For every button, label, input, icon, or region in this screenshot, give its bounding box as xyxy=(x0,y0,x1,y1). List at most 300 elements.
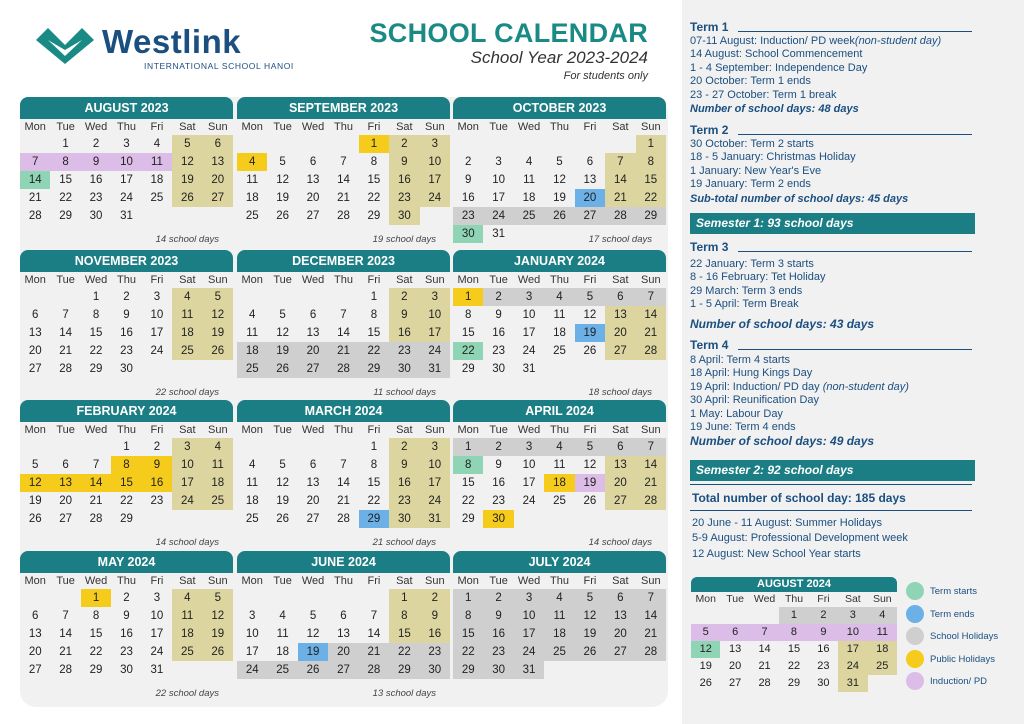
day-cell: 28 xyxy=(59,664,73,676)
day-cell: 27 xyxy=(328,661,358,679)
day-cell: 27 xyxy=(605,643,635,661)
day-cell: 4 xyxy=(279,610,286,622)
weekday-row xyxy=(20,272,233,288)
legend-swatch-icon xyxy=(906,650,924,668)
day-cell: 21 xyxy=(89,495,103,507)
day-cell: 18 xyxy=(150,174,164,186)
legend-item xyxy=(906,582,1024,605)
day-cell: 19 xyxy=(28,495,42,507)
school-days-count: 11 school days xyxy=(373,387,436,398)
school-days-count: 14 school days xyxy=(155,234,219,245)
day-cell: 28 xyxy=(605,207,635,225)
day-cell: 20 xyxy=(729,660,742,672)
day-cell: 8 xyxy=(92,610,100,622)
weekday-label: Thu xyxy=(334,424,353,436)
weekday-label: Wed xyxy=(84,121,108,133)
month-title: SEPTEMBER 2023 xyxy=(237,97,450,119)
months-panel xyxy=(20,97,668,707)
day-cell: 15 xyxy=(461,327,475,339)
day-cell: 28 xyxy=(359,661,389,679)
month-calendar xyxy=(237,97,450,247)
day-cell: 17 xyxy=(150,628,164,640)
weekday-label: Mon xyxy=(24,575,46,587)
weekday-row xyxy=(20,119,233,135)
weekday-label: Wed xyxy=(301,575,325,587)
day-cell: 29 xyxy=(453,661,483,679)
day-cell: 2 xyxy=(153,441,161,453)
term2-total: Sub-total number of school days: 45 days xyxy=(690,192,909,205)
weekday-label: Thu xyxy=(334,121,353,133)
day-cell: 9 xyxy=(389,306,419,324)
day-cell: 6 xyxy=(309,309,317,321)
weekday-row xyxy=(237,119,450,135)
day-cell: 4 xyxy=(544,589,574,607)
weekday-row xyxy=(237,573,450,589)
empty-cell xyxy=(20,589,50,607)
weekday-label: Fri xyxy=(583,575,597,587)
day-cell: 28 xyxy=(328,360,358,378)
day-cell: 10 xyxy=(420,456,450,474)
day-cell: 14 xyxy=(337,327,350,339)
day-cell: 28 xyxy=(758,677,771,689)
day-cell: 28 xyxy=(636,643,666,661)
weekday-label: Sun xyxy=(207,575,228,587)
weekday-label: Mon xyxy=(241,575,263,587)
holiday-event: 20 June - 11 August: Summer Holidays xyxy=(692,517,882,529)
empty-cell xyxy=(267,135,297,153)
day-cell: 21 xyxy=(59,345,73,357)
day-cell: 23 xyxy=(389,492,419,510)
day-cell: 14 xyxy=(636,607,666,625)
day-cell: 16 xyxy=(389,474,419,492)
day-cell: 27 xyxy=(729,677,742,689)
day-cell: 11 xyxy=(172,306,202,324)
weekday-label: Wed xyxy=(84,575,108,587)
day-cell: 5 xyxy=(203,589,233,607)
day-cell: 18 xyxy=(172,324,202,342)
empty-cell xyxy=(20,438,50,456)
day-cell: 6 xyxy=(309,156,317,168)
day-cell: 22 xyxy=(453,643,483,661)
day-cell: 30 xyxy=(389,360,419,378)
day-cell: 16 xyxy=(483,625,513,643)
term4-event: 18 April: Hung Kings Day xyxy=(690,367,813,380)
day-cell: 16 xyxy=(389,324,419,342)
empty-cell xyxy=(328,438,358,456)
day-cell: 15 xyxy=(461,477,475,489)
day-cell: 25 xyxy=(553,495,566,507)
day-cell: 15 xyxy=(389,625,419,643)
day-cell: 30 xyxy=(492,363,506,375)
weekday-label: Thu xyxy=(550,274,569,286)
day-cell: 23 xyxy=(120,646,133,658)
day-cell: 30 xyxy=(483,510,513,528)
day-cell: 13 xyxy=(28,327,42,339)
day-cell: 3 xyxy=(838,607,867,624)
calendar-heading xyxy=(369,18,648,84)
month-calendar xyxy=(20,400,233,550)
day-cell: 4 xyxy=(525,156,533,168)
day-cell: 27 xyxy=(59,513,73,525)
weekday-label: Sun xyxy=(640,424,661,436)
day-cell: 7 xyxy=(62,309,69,321)
day-cell: 12 xyxy=(172,153,202,171)
day-cell: 6 xyxy=(605,589,635,607)
day-cell: 14 xyxy=(337,477,350,489)
day-cell: 8 xyxy=(92,309,100,321)
day-cell: 16 xyxy=(420,625,450,643)
weekday-label: Thu xyxy=(117,575,136,587)
day-cell: 20 xyxy=(605,625,635,643)
empty-cell xyxy=(298,589,328,607)
day-cell: 30 xyxy=(89,210,103,222)
day-cell: 28 xyxy=(337,210,350,222)
day-cell: 5 xyxy=(575,438,605,456)
day-cell: 5 xyxy=(32,459,39,471)
day-cell: 18 xyxy=(245,192,259,204)
day-cell: 25 xyxy=(237,360,267,378)
day-cell: 10 xyxy=(522,459,536,471)
day-cell: 22 xyxy=(120,495,133,507)
weekday-label: Wed xyxy=(301,424,325,436)
weekday-label: Fri xyxy=(583,424,597,436)
day-cell: 29 xyxy=(89,363,103,375)
day-cell: 28 xyxy=(28,210,42,222)
day-cell: 13 xyxy=(306,174,320,186)
day-cell: 2 xyxy=(465,156,472,168)
day-cell: 21 xyxy=(337,192,350,204)
weekday-label: Sat xyxy=(179,575,196,587)
day-cell: 13 xyxy=(605,456,635,474)
empty-cell xyxy=(50,288,80,306)
day-cell: 2 xyxy=(483,288,513,306)
day-cell: 12 xyxy=(553,174,566,186)
weekday-label: Tue xyxy=(56,424,75,436)
day-cell: 12 xyxy=(20,474,50,492)
day-grid xyxy=(453,288,666,378)
day-cell: 29 xyxy=(461,513,475,525)
empty-cell xyxy=(298,135,328,153)
term2-event: 19 January: Term 2 ends xyxy=(690,178,811,191)
day-cell: 18 xyxy=(276,646,290,658)
day-cell: 8 xyxy=(370,156,378,168)
day-cell: 26 xyxy=(699,677,712,689)
day-cell: 5 xyxy=(279,459,286,471)
day-cell: 8 xyxy=(370,309,378,321)
day-cell: 22 xyxy=(453,342,483,360)
day-cell: 5 xyxy=(279,156,286,168)
day-cell: 1 xyxy=(370,291,378,303)
day-cell: 15 xyxy=(367,327,381,339)
day-cell: 11 xyxy=(868,624,897,641)
day-cell: 16 xyxy=(389,171,419,189)
day-cell: 13 xyxy=(50,474,80,492)
weekday-label: Tue xyxy=(56,121,75,133)
month-calendar xyxy=(20,551,233,701)
day-cell: 24 xyxy=(420,342,450,360)
day-cell: 28 xyxy=(59,363,73,375)
empty-cell xyxy=(298,288,328,306)
day-cell: 14 xyxy=(59,327,73,339)
day-cell: 17 xyxy=(150,327,164,339)
day-cell: 21 xyxy=(636,324,666,342)
empty-cell xyxy=(453,135,483,153)
day-cell: 14 xyxy=(367,628,381,640)
day-cell: 4 xyxy=(172,288,202,306)
audience-note: For students only xyxy=(563,70,648,82)
day-cell: 7 xyxy=(92,459,100,471)
day-cell: 20 xyxy=(306,192,320,204)
day-cell: 26 xyxy=(276,210,290,222)
day-cell: 3 xyxy=(514,589,544,607)
term3-event: 1 - 5 April: Term Break xyxy=(690,298,799,311)
empty-cell xyxy=(750,607,779,624)
month-calendar xyxy=(20,97,233,247)
day-cell: 5 xyxy=(575,589,605,607)
day-cell: 8 xyxy=(636,153,666,171)
day-cell: 4 xyxy=(249,309,256,321)
day-cell: 5 xyxy=(203,288,233,306)
day-cell: 26 xyxy=(276,513,290,525)
day-cell: 1 xyxy=(779,607,808,624)
day-cell: 11 xyxy=(553,459,566,471)
day-cell: 19 xyxy=(276,495,290,507)
weekday-label: Fri xyxy=(367,121,381,133)
semester1-band: Semester 1: 93 school days xyxy=(690,213,975,234)
day-cell: 21 xyxy=(28,192,42,204)
empty-cell xyxy=(328,589,358,607)
day-cell: 8 xyxy=(453,607,483,625)
term4-section xyxy=(690,338,980,448)
day-cell: 23 xyxy=(420,643,450,661)
weekday-label: Sun xyxy=(207,121,228,133)
day-cell: 1 xyxy=(389,589,419,607)
day-grid xyxy=(453,589,666,679)
weekday-label: Mon xyxy=(457,424,479,436)
month-title: MARCH 2024 xyxy=(237,400,450,422)
empty-cell xyxy=(328,135,358,153)
legend xyxy=(906,582,1024,695)
day-cell: 6 xyxy=(32,309,39,321)
day-cell: 3 xyxy=(420,288,450,306)
legend-label: School Holidays xyxy=(930,631,999,642)
term2-section xyxy=(690,123,980,206)
day-cell: 3 xyxy=(249,610,256,622)
day-cell: 10 xyxy=(245,628,259,640)
day-grid xyxy=(453,135,666,243)
day-cell: 1 xyxy=(62,138,69,150)
logo-name: Westlink xyxy=(102,23,242,60)
day-cell: 10 xyxy=(420,153,450,171)
day-cell: 23 xyxy=(389,189,419,207)
day-cell: 6 xyxy=(309,459,317,471)
month-calendar xyxy=(453,250,666,400)
day-cell: 26 xyxy=(544,207,574,225)
day-cell: 9 xyxy=(483,607,513,625)
empty-cell xyxy=(50,438,80,456)
weekday-label: Sat xyxy=(612,424,629,436)
day-cell: 13 xyxy=(28,628,42,640)
empty-cell xyxy=(237,438,267,456)
weekday-label: Sun xyxy=(424,274,445,286)
day-cell: 15 xyxy=(453,625,483,643)
weekday-row xyxy=(453,272,666,288)
day-cell: 14 xyxy=(758,643,771,655)
day-cell: 20 xyxy=(203,171,233,189)
day-cell: 18 xyxy=(245,495,259,507)
day-cell: 19 xyxy=(699,660,712,672)
day-cell: 26 xyxy=(203,342,233,360)
day-cell: 25 xyxy=(172,342,202,360)
legend-label: Term starts xyxy=(930,586,977,597)
empty-cell xyxy=(691,607,720,624)
weekday-label: Sat xyxy=(396,575,413,587)
day-cell: 10 xyxy=(420,306,450,324)
day-cell: 6 xyxy=(605,288,635,306)
day-cell: 4 xyxy=(544,438,574,456)
day-cell: 8 xyxy=(453,456,483,474)
month-title: FEBRUARY 2024 xyxy=(20,400,233,422)
day-cell: 6 xyxy=(203,135,233,153)
day-cell: 12 xyxy=(276,174,290,186)
day-cell: 20 xyxy=(575,189,605,207)
day-cell: 24 xyxy=(150,345,164,357)
empty-cell xyxy=(267,288,297,306)
day-grid xyxy=(20,589,233,679)
day-cell: 8 xyxy=(370,459,378,471)
day-cell: 20 xyxy=(306,495,320,507)
legend-swatch-icon xyxy=(906,672,924,690)
holiday-event: 5-9 August: Professional Development week xyxy=(692,532,908,545)
day-cell: 19 xyxy=(553,192,566,204)
day-cell: 19 xyxy=(267,342,297,360)
day-cell: 21 xyxy=(605,189,635,207)
day-cell: 19 xyxy=(203,625,233,643)
day-cell: 26 xyxy=(267,360,297,378)
day-cell: 9 xyxy=(81,153,111,171)
term4-event: 8 April: Term 4 starts xyxy=(690,354,791,366)
day-cell: 21 xyxy=(636,474,666,492)
day-cell: 17 xyxy=(245,646,259,658)
weekday-label: Fri xyxy=(583,274,597,286)
day-cell: 21 xyxy=(636,625,666,643)
term2-event: 30 October: Term 2 starts xyxy=(690,138,814,150)
day-cell: 26 xyxy=(172,189,202,207)
day-cell: 31 xyxy=(492,228,506,240)
day-cell: 5 xyxy=(575,288,605,306)
day-cell: 30 xyxy=(389,510,419,528)
day-cell: 25 xyxy=(150,192,164,204)
day-cell: 3 xyxy=(123,138,130,150)
school-days-count: 18 school days xyxy=(588,387,652,398)
day-cell: 27 xyxy=(575,207,605,225)
day-cell: 9 xyxy=(123,610,130,622)
legend-swatch-icon xyxy=(906,582,924,600)
school-year: School Year 2023-2024 xyxy=(470,48,648,67)
day-cell: 1 xyxy=(453,288,483,306)
day-cell: 2 xyxy=(92,138,100,150)
day-grid xyxy=(237,135,450,225)
day-cell: 30 xyxy=(389,207,419,225)
empty-cell xyxy=(359,589,389,607)
day-cell: 8 xyxy=(779,624,808,641)
day-cell: 23 xyxy=(453,207,483,225)
day-cell: 21 xyxy=(59,646,73,658)
day-cell: 27 xyxy=(605,342,635,360)
weekday-label: Thu xyxy=(334,575,353,587)
day-cell: 12 xyxy=(583,459,597,471)
day-cell: 20 xyxy=(28,345,42,357)
day-cell: 20 xyxy=(328,643,358,661)
day-cell: 11 xyxy=(544,607,574,625)
day-cell: 24 xyxy=(522,495,536,507)
day-cell: 25 xyxy=(203,492,233,510)
month-title: DECEMBER 2023 xyxy=(237,250,450,272)
term4-heading: Term 4 xyxy=(690,338,729,352)
weekday-label: Mon xyxy=(695,593,716,605)
day-cell: 1 xyxy=(453,589,483,607)
weekday-label: Tue xyxy=(273,121,292,133)
day-cell: 7 xyxy=(636,288,666,306)
weekday-label: Mon xyxy=(241,274,263,286)
day-cell: 22 xyxy=(89,646,103,658)
day-cell: 23 xyxy=(817,660,830,672)
empty-cell xyxy=(20,135,50,153)
day-cell: 4 xyxy=(172,589,202,607)
day-cell: 26 xyxy=(298,661,328,679)
day-cell: 16 xyxy=(89,174,103,186)
month-calendar xyxy=(20,250,233,400)
weekday-label: Sat xyxy=(844,593,861,605)
day-cell: 27 xyxy=(28,664,42,676)
day-cell: 19 xyxy=(575,474,605,492)
day-cell: 18 xyxy=(868,641,897,658)
day-cell: 27 xyxy=(306,210,320,222)
day-cell: 2 xyxy=(809,607,838,624)
empty-cell xyxy=(267,438,297,456)
weekday-label: Thu xyxy=(117,424,136,436)
logo-subtitle: INTERNATIONAL SCHOOL HANOI xyxy=(144,61,294,71)
holiday-events xyxy=(692,517,992,561)
weekday-label: Tue xyxy=(56,274,75,286)
weekday-label: Mon xyxy=(24,121,46,133)
day-cell: 30 xyxy=(483,661,513,679)
day-cell: 12 xyxy=(276,477,290,489)
month-title: AUGUST 2024 xyxy=(691,577,897,592)
day-cell: 22 xyxy=(367,192,381,204)
day-cell: 26 xyxy=(28,513,42,525)
day-cell: 23 xyxy=(483,643,513,661)
weekday-label: Wed xyxy=(753,593,776,605)
day-cell: 10 xyxy=(522,309,536,321)
month-title: AUGUST 2023 xyxy=(20,97,233,119)
weekday-label: Fri xyxy=(150,424,164,436)
day-cell: 18 xyxy=(203,474,233,492)
day-grid xyxy=(237,589,450,679)
day-cell: 9 xyxy=(389,153,419,171)
day-cell: 24 xyxy=(120,192,133,204)
day-cell: 3 xyxy=(420,438,450,456)
day-cell: 24 xyxy=(514,643,544,661)
day-cell: 4 xyxy=(249,459,256,471)
weekday-row xyxy=(237,272,450,288)
legend-swatch-icon xyxy=(906,627,924,645)
day-cell: 29 xyxy=(120,513,133,525)
day-cell: 2 xyxy=(483,438,513,456)
day-cell: 14 xyxy=(636,456,666,474)
day-cell: 2 xyxy=(123,291,130,303)
day-cell: 7 xyxy=(62,610,69,622)
